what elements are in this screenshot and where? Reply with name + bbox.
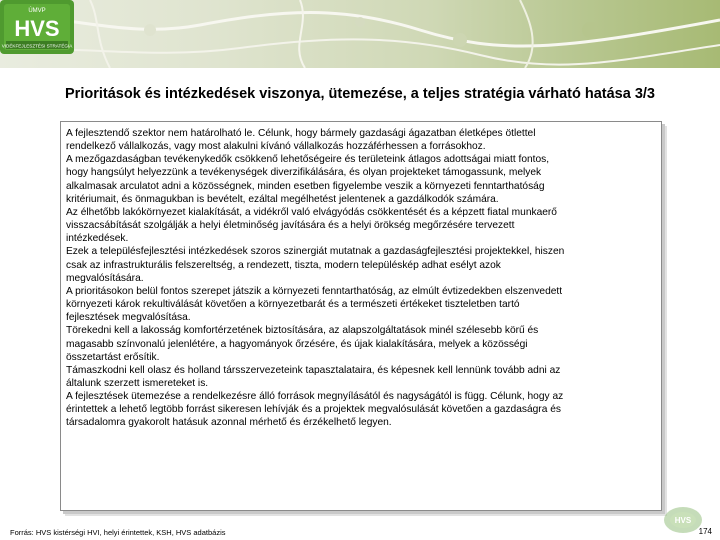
content-line: Ezek a településfejlesztési intézkedések szoros szinergiát mutatnak a gazdaságfejlesztési projektekkel, hiszen	[66, 246, 565, 258]
content-line: csak az infrastrukturális felszereltség, a rendezett, tiszta, modern településkép adhat esélyt azok	[66, 259, 501, 271]
content-line: A prioritásokon belül fontos szerepet játszik a környezeti fenntarthatóság, az elmúlt évtizedekben elszenvedett	[66, 285, 563, 297]
content-line: érintettek a lehető legtöbb forrást sikeresen lehívják és a projektek megvalósulását követően a gazdaságra és	[66, 404, 561, 416]
content-line: intézkedések.	[66, 233, 129, 245]
content-line: hogy hangsúlyt helyezzünk a tevékenységek diverzifikálására, és olyan projekteket támogassunk, melyek	[66, 167, 542, 179]
content-box	[60, 121, 662, 511]
logo-badge-text: ÚMVP	[28, 8, 46, 14]
content-text	[66, 127, 658, 430]
source-note: Forrás: HVS kistérségi HVI, helyi érintettek, KSH, HVS adatbázis	[10, 528, 226, 537]
content-line: visszacsábítását szolgálják a helyi életminőség javítására és a helyi örökség megőrzésére tervezett	[66, 220, 515, 232]
footer-hvs-logo	[663, 505, 703, 535]
content-line: Támaszkodni kell olasz és holland társszervezeteink tapasztalataira, és képesnek kell lennünk tovább adni az	[66, 364, 561, 376]
page-number: 174	[698, 527, 712, 536]
content-line: Törekedni kell a lakosság komfortérzetének biztosítására, az alapszolgáltatások minél szélesebb körű és	[66, 325, 539, 337]
content-line: megvalósítására.	[66, 272, 144, 284]
footer-logo-text: HVS	[674, 516, 692, 525]
logo-text: HVS	[14, 16, 60, 41]
hvs-logo	[0, 0, 74, 54]
content-line: A mezőgazdaságban tevékenykedők csökkenő lehetőségeire és területeink átlagos adottságai miatt fontos,	[66, 154, 550, 166]
content-line: Az élhetőbb lakókörnyezet kialakítását, a vidékről való elvágyódás csökkentését és a képzett fiatal munkaerő	[66, 206, 557, 218]
content-line: fejlesztések megvalósítása.	[66, 312, 191, 324]
content-line: A fejlesztendő szektor nem határolható le. Célunk, hogy bármely gazdasági ágazatban életképes ötlettel	[66, 128, 536, 139]
content-line: összetartást erősítik.	[66, 351, 160, 363]
logo-subtitle: VIDÉKFEJLESZTÉSI STRATÉGIA	[1, 43, 73, 49]
content-line: kritériumait, és önmagukban is bevételt, ezáltal megélhetést jelentenek a gazdálkodók számára.	[66, 193, 499, 205]
content-line: magasabb színvonalú jelenlétére, a hagyományok őrzésére, és újak kialakítására, melyek a közösségi	[66, 338, 528, 350]
content-line: alkalmasak arculatot adni a közösségnek, minden esetben figyelembe veszik a környezeti fenntarthatóság	[66, 180, 545, 192]
content-line: társadalomra gyakorolt hatásuk azonnal mérhető és érzékelhető legyen.	[66, 417, 392, 429]
content-line: környezeti károk rekultiválását követően a környezetbarát és a természeti értékeket tiszteletben tartó	[66, 299, 520, 311]
map-background-graphic	[0, 0, 720, 68]
header-banner	[0, 0, 720, 68]
content-line: A fejlesztések ütemezése a rendelkezésre álló források megnyílásától és nagyságától is függ. Célunk, hogy az	[66, 391, 564, 403]
content-line: általunk szerzett ismereteket is.	[66, 377, 209, 389]
content-line: rendelkező vállalkozás, vagy most alakulni kívánó vállalkozás hozzáférhessen a forrásokhoz.	[66, 141, 486, 153]
page-title: Prioritások és intézkedések viszonya, ütemezése, a teljes stratégia várható hatása 3/3	[65, 86, 655, 102]
